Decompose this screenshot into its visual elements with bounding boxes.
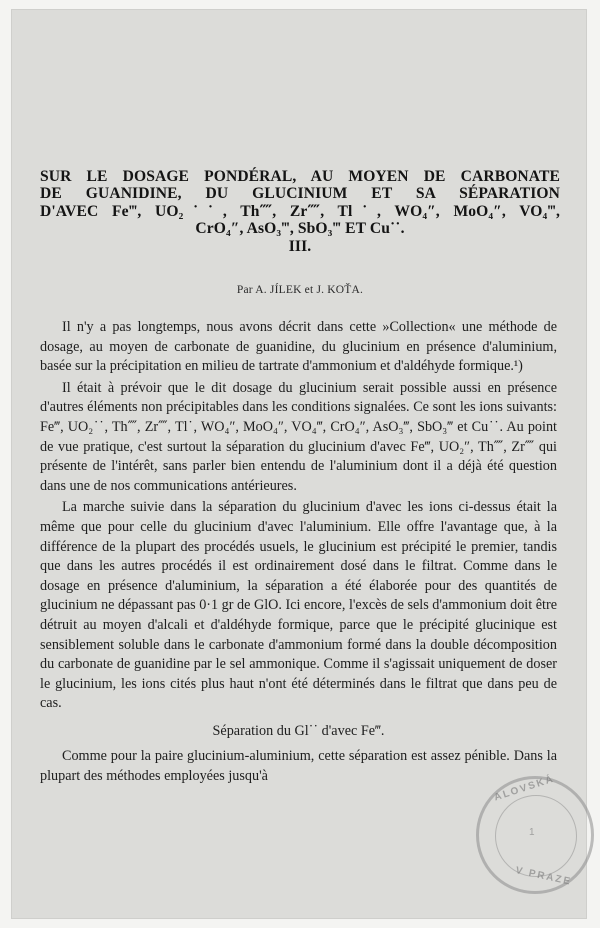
byline: Par A. JÍLEK et J. KOŤA.: [236, 284, 364, 296]
paragraph: Il n'y a pas longtemps, nous avons décrit dans cette »Collection« une méthode de dosage, au moyen de carbonate de guanidine, du glucinium en présence d'aluminium, basée sur la précipitation en milieu de tartrate d'ammonium et d'aldéhyde formique.¹): [40, 319, 557, 375]
paragraph: La marche suivie dans la séparation du glucinium d'avec les ions ci-dessus était la même que pour celle du glucinium d'avec l'aluminium. Elle offre l'avantage que, à la différence de la plupart des procédés usuels, le glucinium est précipité le premier, tandis que dans les autres procédés il est ordinairement dosé dans le filtrat. Comme dans le dosage en présence d'aluminium, la séparation a été élaborée pour des quantités de glucinium ne dépassant pas 0·1 gr de GlO. Ici encore, l'excès de sels d'ammonium doit être détruit au moyen d'alcali et d'aldéhyde formique, parce que le précipité glucinique est sensiblement soluble dans le carbonate d'ammonium formé dans la double décomposition du carbonate de guanidine par le sel ammonique. Comme il s'agissait uniquement de doser le glucinium, les ions cités plus haut n'ont été déterminés dans le filtrat que dans peu de cas.: [40, 499, 557, 712]
section-heading: Séparation du Gl˙˙ d'avec Fe‴.: [212, 722, 385, 739]
title-line-2: DE GUANIDINE, DU GLUCINIUM ET SA SÉPARATION: [40, 185, 560, 203]
stamp-bottom-text: V PRAZE: [514, 865, 573, 888]
article-body: [40, 318, 557, 787]
title-line-4: CrO₄″, AsO₃‴, SbO₃‴ ET Cu˙˙.: [195, 220, 405, 238]
stamp-center-text: 1: [529, 827, 535, 838]
title-line-3: D'AVEC Fe‴, UO₂˙˙, Th⁗, Zr⁗, Tl˙, WO₄″, MoO₄″, VO₄‴,: [40, 202, 560, 220]
paragraph: Comme pour la paire glucinium-aluminium, cette séparation est assez pénible. Dans la plupart des méthodes employées jusqu'à: [40, 748, 557, 785]
paragraph: Il était à prévoir que le dit dosage du glucinium serait possible aussi en présence d'autres éléments non précipitables dans les conditions signalées. Ce sont les ions suivants: Fe‴, UO₂˙˙, Th⁗, Zr⁗, Tl˙, WO₄″, MoO₄″, VO₄‴, CrO₄″, AsO₃‴, SbO₃‴ et Cu˙˙. Au point de vue pratique, c'est surtout la séparation du glucinium d'avec Fe‴, UO₂″, Th⁗, Zr⁗ qui présente de l'intérêt, sans parler bien entendu de l'aluminium dont il a déjà été question dans une de nos communications antérieures.: [40, 379, 557, 494]
title-line-1: SUR LE DOSAGE PONDÉRAL, AU MOYEN DE CARBONATE: [40, 168, 560, 185]
article-title: [40, 168, 560, 255]
title-line-5: III.: [288, 237, 312, 255]
stamp-top-text: ALOVSKÁ: [492, 773, 557, 804]
